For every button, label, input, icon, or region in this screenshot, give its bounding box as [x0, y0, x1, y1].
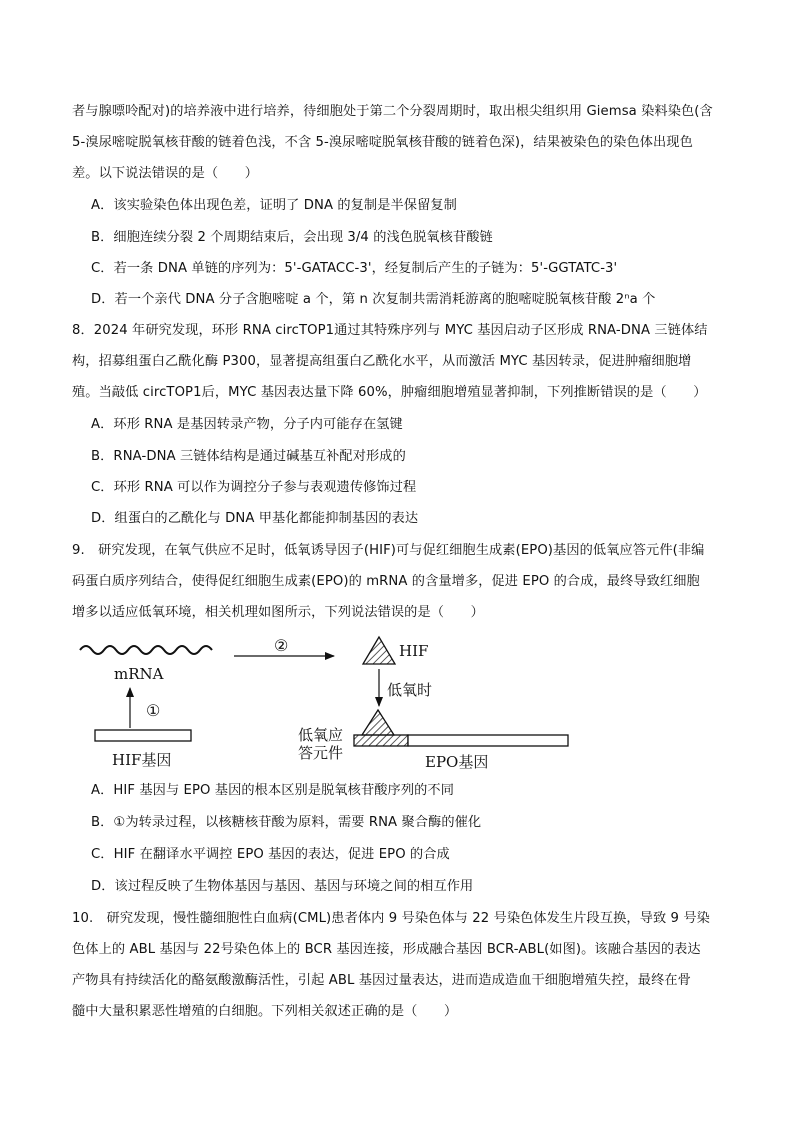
q8-option-a: A．环形 RNA 是基因转录产物，分子内可能存在氢键 [91, 417, 403, 432]
q8-stem-line-1: 8．2024 年研究发现，环形 RNA circTOP1通过其特殊序列与 MYC 基因启动子区形成 RNA-DNA 三链体结 [72, 323, 708, 338]
q10-stem-line-2: 色体上的 ABL 基因与 22号染色体上的 BCR 基因连接，形成融合基因 BCR-ABL(如图)。该融合基因的表达 [72, 942, 701, 957]
q7-option-d: D．若一个亲代 DNA 分子含胞嘧啶 a 个，第 n 次复制共需消耗游离的胞嘧啶脱氧核苷酸 2ⁿa 个 [91, 292, 656, 307]
q7-stem-line-2: 5-溴尿嘧啶脱氧核苷酸的链着色浅，不含 5-溴尿嘧啶脱氧核苷酸的链着色深)，结果被染色的染色体出现色 [72, 135, 693, 150]
q9-stem-line-1: 9. 研究发现，在氧气供应不足时，低氧诱导因子(HIF)可与促红细胞生成素(EPO)基因的低氧应答元件(非编 [72, 543, 705, 558]
step1-label: ① [146, 701, 161, 720]
hif-gene-label: HIF基因 [112, 751, 172, 769]
q9-option-b: B．①为转录过程，以核糖核苷酸为原料，需要 RNA 聚合酶的催化 [91, 815, 482, 830]
q7-option-a: A．该实验染色体出现色差，证明了 DNA 的复制是半保留复制 [91, 198, 457, 213]
epo-gene-bar [408, 735, 568, 746]
q8-stem-line-2: 构，招募组蛋白乙酰化酶 P300，显著提高组蛋白乙酰化水平，从而激活 MYC 基因转录，促进肿瘤细胞增 [72, 354, 692, 369]
hif-protein-triangle [363, 637, 395, 664]
q7-stem-line-3: 差。以下说法错误的是（ ） [72, 166, 259, 181]
hif-protein-label: HIF [399, 642, 429, 660]
q10-stem-line-1: 10. 研究发现，慢性髓细胞性白血病(CML)患者体内 9 号染色体与 22 号染色体发生片段互换，导致 9 号染 [72, 911, 710, 926]
hif-bound-triangle [362, 710, 394, 735]
step2-label: ② [274, 636, 289, 655]
response-element-label-1: 低氧应 [298, 726, 344, 744]
epo-gene-label: EPO基因 [425, 753, 489, 771]
q9-option-c: C．HIF 在翻译水平调控 EPO 基因的表达，促进 EPO 的合成 [91, 847, 450, 862]
low-oxygen-label: 低氧时 [387, 681, 433, 699]
response-element-label-2: 答元件 [298, 744, 344, 762]
q10-stem-line-3: 产物具有持续活化的酪氨酸激酶活性，引起 ABL 基因过量表达，进而造成造血干细胞增殖失控，最终在骨 [72, 973, 691, 988]
q8-option-b: B．RNA-DNA 三链体结构是通过碱基互补配对形成的 [91, 449, 406, 464]
q10-stem-line-4: 髓中大量积累恶性增殖的白细胞。下列相关叙述正确的是（ ） [72, 1004, 458, 1019]
response-element-bar [354, 735, 408, 746]
mrna-label: mRNA [114, 665, 164, 683]
q7-option-b: B．细胞连续分裂 2 个周期结束后，会出现 3/4 的浅色脱氧核苷酸链 [91, 230, 493, 245]
q7-stem-line-1: 者与腺嘌呤配对)的培养液中进行培养，待细胞处于第二个分裂周期时，取出根尖组织用 Giemsa 染料染色(含 [72, 104, 713, 119]
q9-option-d: D．该过程反映了生物体基因与基因、基因与环境之间的相互作用 [91, 879, 474, 894]
mrna-strand [80, 646, 212, 654]
hif-epo-mechanism-diagram [72, 632, 582, 777]
hif-gene-bar [95, 730, 191, 741]
q9-stem-line-2: 码蛋白质序列结合，使得促红细胞生成素(EPO)的 mRNA 的含量增多，促进 EPO 的合成，最终导致红细胞 [72, 574, 700, 589]
q7-option-c: C．若一条 DNA 单链的序列为：5'-GATACC-3'，经复制后产生的子链为：5'-GGTATC-3' [91, 261, 618, 276]
q9-option-a: A．HIF 基因与 EPO 基因的根本区别是脱氧核苷酸序列的不同 [91, 783, 454, 798]
q8-stem-line-3: 殖。当敲低 circTOP1后，MYC 基因表达量下降 60%，肿瘤细胞增殖显著抑制，下列推断错误的是（ ） [72, 385, 707, 400]
q8-option-c: C．环形 RNA 可以作为调控分子参与表观遗传修饰过程 [91, 480, 417, 495]
q8-option-d: D．组蛋白的乙酰化与 DNA 甲基化都能抑制基因的表达 [91, 511, 419, 526]
q9-stem-line-3: 增多以适应低氧环境，相关机理如图所示，下列说法错误的是（ ） [72, 605, 484, 620]
